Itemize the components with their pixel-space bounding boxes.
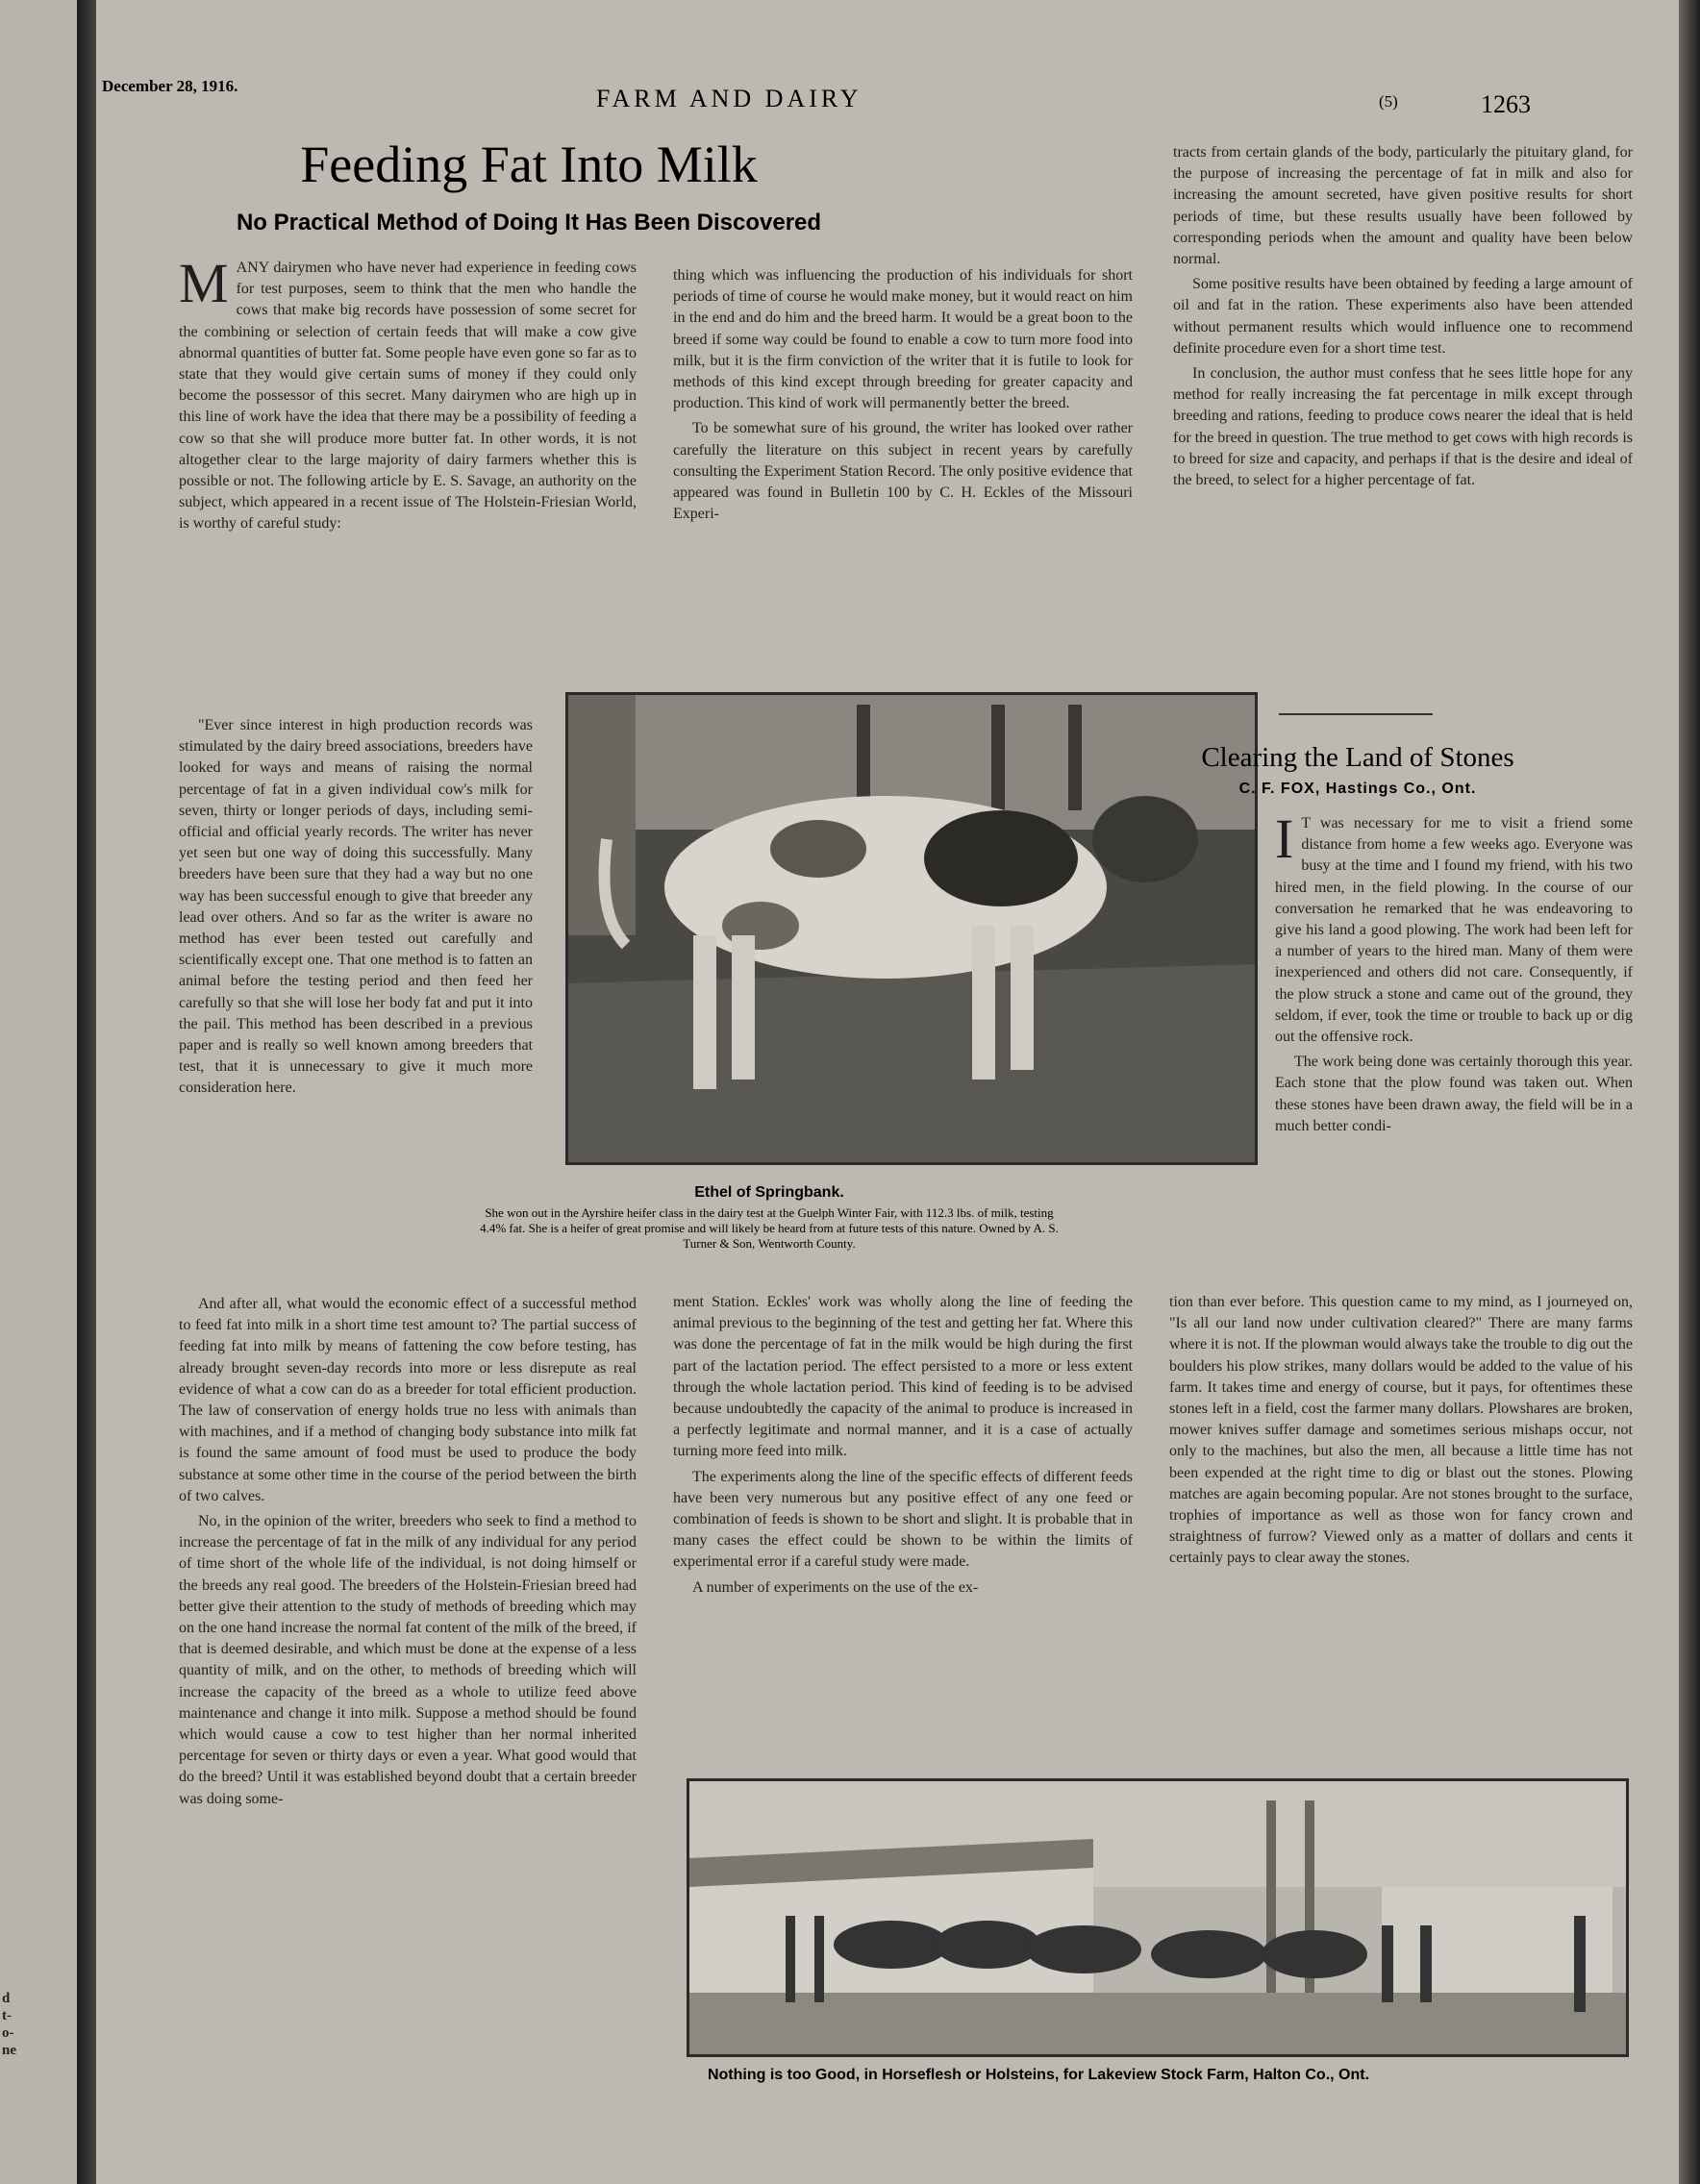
side-paragraph-thorough: The work being done was certainly thorough this year. Each stone that the plow found was taken out. When these stones have been drawn away, the field will be in a much better condi- bbox=[1275, 1054, 1633, 1134]
intro-paragraph: MANY dairymen who have never had experience in feeding cows for test purposes, seem to think that the men who handle the cows that make big records have possession of some secret for the combining or selection of certain feeds that will make a cow give abnormal quantities of butter fat. Some people have even gone so far as to state that they would give certain sums of money if they could only become the possessor of this secret. Many dairymen who are high up in this line of work have the idea that there may be a possibility of feeding a cow so that she will produce more butter fat. In other words, it is not altogether clear to the large majority of dairy farmers whether this is possible or not. The following article by E. S. Savage, an authority on the subject, which appeared in a recent issue of The Holstein-Friesian World, is worthy of careful study: bbox=[179, 258, 637, 533]
header-date: December 28, 1916. bbox=[102, 77, 238, 95]
column-2-lower bbox=[673, 1292, 1133, 1753]
cow-photo-caption-body: She won out in the Ayrshire heifer class in the dairy test at the Guelph Winter Fair, with 112.3 lbs. of milk, testing 4.4% fat. She is a heifer of great promise and will likely be heard from at future tests of this nature. Owned by A. S. Turner & Son, Wentworth County. bbox=[480, 1205, 1059, 1251]
side-article-byline: C. F. FOX, Hastings Co., Ont. bbox=[1238, 781, 1477, 797]
cow-photo bbox=[565, 692, 1258, 1165]
column-3-upper bbox=[1173, 142, 1633, 706]
paragraph-eckles: ment Station. Eckles' work was wholly along the line of feeding the animal previous to the beginning of the test and getting her fat. Where this was done the percentage of fat in the milk would be high during the first part of the lactation period. The effect persisted to a more or less extent through the whole lactation period. This kind of feeding is to be advised because undoubtedly the capacity of the animal to produce is increased in a perfectly legitimate and normal manner, and it is a case of actually turning more feed into milk. bbox=[673, 1294, 1133, 1460]
previous-page-edge bbox=[0, 0, 77, 2184]
side-drop-cap: I bbox=[1275, 813, 1294, 870]
column-1-lower bbox=[179, 1294, 637, 2082]
side-article-column bbox=[1275, 813, 1633, 1288]
paragraph-oil-fat: Some positive results have been obtained by feeding a large amount of oil and fat in the ration. These experiments also have been attended without permanent results which would influence one to recommend definite procedure even for a short time test. bbox=[1173, 276, 1633, 357]
side-article-title: Clearing the Land of Stones bbox=[1201, 742, 1514, 773]
cow-photo-caption-title: Ethel of Springbank. bbox=[694, 1184, 844, 1201]
paragraph-extracts: A number of experiments on the use of the ex- bbox=[692, 1578, 979, 1596]
column-2-upper bbox=[673, 265, 1133, 659]
side-paragraph-question: tion than ever before. This question came to my mind, as I journeyed on, "Is all our land now under cultivation cleared?" There are many farms where it is not. If the plowman would always take the trouble to dig out the boulders his plow strikes, many dollars would be added to the value of his farm. It takes time and energy of course, but it pays, for oftentimes these stones left in a field, cost the farmer many dollars. Plowshares are broken, mower knives suffer damage and sometimes serious mishaps occur, not only to the machines, but also the men, all because a little time has not been expended at the right time to dig or blast out the stones. Plowing matches are again becoming popular. Are not stones brought to the surface, trophies of importance as well as those won for fancy crown and straightness of furrow? Viewed only as a matter of dollars and cents it certainly pays to clear away the stones. bbox=[1169, 1294, 1633, 1567]
paragraph-glands: tracts from certain glands of the body, particularly the pituitary gland, for the purpose of increasing the percentage of fat in milk and also for increasing the amount secreted, have given positive results for short periods of time, but these results usually have been followed by corresponding periods when the amount and quality have been below normal. bbox=[1173, 144, 1633, 268]
column-1-quote bbox=[179, 715, 533, 1290]
section-divider bbox=[1279, 713, 1433, 715]
farm-photo bbox=[687, 1778, 1629, 2057]
page-number: 1263 bbox=[1481, 90, 1531, 118]
paragraph-economic-effect: And after all, what would the economic effect of a successful method to feed fat into milk in a short time test amount to? The partial success of feeding fat into milk by means of fattening the cow before testing, has already brought seven-day records into more or less disrepute as real evidence of what a cow can do as a breeder for total efficient production. The law of conservation of energy holds true no less with animals than with machines, and if a method of changing body substance into milk fat is found the same amount of food must be used to produce the body substance at some other time in the course of the period between the birth of two calves. bbox=[179, 1296, 637, 1504]
side-paragraph-visit: I T was necessary for me to visit a friend some distance from home a few weeks ago. Everyone was busy at the time and I found my friend, with his two hired men, in the field plowing. In the course of our conversation he remarked that he was endeavoring to give his land a good plowing. The work had been left for a number of years to the hired man. Many of them were inexperienced and others did not care. Consequently, if the plow struck a stone and came out of the ground, they seldom, if ever, took the time or trouble to back up or dig out the offensive rock. bbox=[1275, 813, 1633, 1046]
issue-page-number: (5) bbox=[1379, 92, 1398, 111]
farm-photo-image bbox=[689, 1781, 1626, 2054]
paragraph-opinion: No, in the opinion of the writer, breeders who seek to find a method to increase the percentage of fat in the milk of any individual for any period of time short of the whole life of the individual, is not doing himself or the breeds any real good. The breeders of the Holstein-Friesian breed had better give their attention to the study of methods of breeding which may on the one hand increase the normal fat content of the milk of the breed, if that is deemed desirable, and which must be done at the expense of a less quantity of milk, and on the other, to methods of breeding which will increase the capacity of the breed as a whole to utilize feed above maintenance and change it into milk. Suppose a method should be found which would cause a cow to test higher than her normal inherited percentage for seven or thirty days or even a year. What good would that do the breed? Until it was established beyond doubt that a certain breeder was doing some- bbox=[179, 1513, 637, 1807]
paragraph-continued: thing which was influencing the production of his individuals for short periods of time of course he would make money, but it would react on him in the end and do him and the breed harm. It would be a great boon to the breed if some way could be found to enable a cow to turn more food into milk, but it is the firm conviction of the writer that it is futile to look for methods of this kind except through breeding for greater capacity and production. This kind of work will permanently better the breed. bbox=[673, 267, 1133, 412]
drop-cap: M bbox=[179, 258, 229, 314]
binding-shadow bbox=[77, 0, 98, 2184]
side-article-continued bbox=[1169, 1292, 1633, 1753]
quote-paragraph: "Ever since interest in high production records was stimulated by the dairy breed associations, breeders have looked for ways and means of raising the normal percentage of fat in a given individual cow's milk for seven, thirty or longer periods of days, including semi-official and official yearly records. The writer has never yet seen but one way of doing this successfully. Many breeders have been sure that they had a way but no one way has been successful enough to give that breeder any lead over others. And so far as the writer is aware no method has ever been tested out carefully and scientifically except one. That one method is to fatten an animal before the testing period and then feed her carefully so that she will lose her body fat and put it into the pail. This method has been described in a previous paper and is really so well known among breeders that test, that it is unnecessary to give it much more consideration here. bbox=[179, 717, 533, 1097]
article-subtitle: No Practical Method of Doing It Has Been Discovered bbox=[236, 210, 822, 236]
article-title: Feeding Fat Into Milk bbox=[300, 136, 758, 193]
farm-photo-caption: Nothing is too Good, in Horseflesh or Holsteins, for Lakeview Stock Farm, Halton Co., Ont. bbox=[707, 2067, 1370, 2083]
paragraph-conclusion: In conclusion, the author must confess that he sees little hope for any method for really increasing the fat percentage in milk except through breeding and rations, feeding to produce cows nearer the ideal that is held for the breed in question. The true method to get cows with high records is to breed for size and capacity, and perhaps if that is the desire and ideal of the breed, to select for a higher percentage of fat. bbox=[1173, 365, 1633, 489]
publication-name: FARM AND DAIRY bbox=[596, 85, 862, 112]
page-right-edge bbox=[1679, 0, 1700, 2184]
paragraph-experiments: The experiments along the line of the specific effects of different feeds have been very numerous but any positive effect of any one feed or combination of feeds is shown to be short and slight. It is probable that in many cases the effect could be shown to be within the limits of experimental error if a careful study were made. bbox=[673, 1468, 1133, 1571]
margin-fragments: d t- o- ne bbox=[2, 1991, 16, 2058]
cow-photo-image bbox=[568, 695, 1255, 1162]
paragraph-literature: To be somewhat sure of his ground, the writer has looked over rather carefully the literature on this subject in recent years by carefully consulting the Experiment Station Record. The only positive evidence that appeared was found in Bulletin 100 by C. H. Eckles of the Missouri Experi- bbox=[673, 420, 1133, 523]
